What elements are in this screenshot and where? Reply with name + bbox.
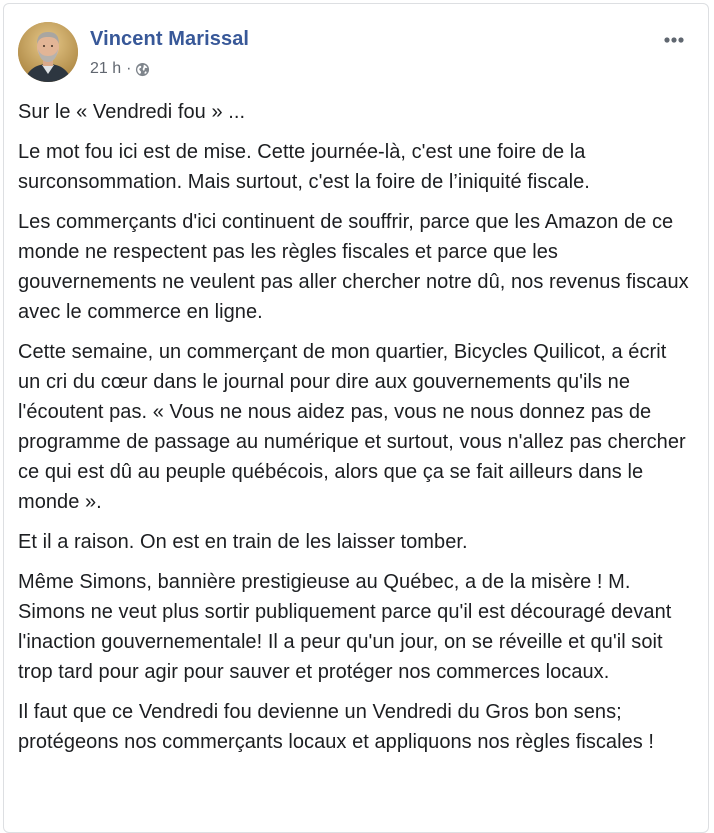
post-paragraph: Cette semaine, un commerçant de mon quartier, Bicycles Quilicot, a écrit un cri du cœur dans le journal pour dire aux gouvernements qu'ils ne l'écoutent pas. « Vous ne nous aidez pas, vous ne nous donnez pas de programme de passage au numérique et surtout, vous n'allez pas chercher ce qui est dû au peuple québécois, alors que ça se fait ailleurs dans le monde ». <box>18 341 686 513</box>
avatar[interactable] <box>18 22 78 82</box>
meta-separator: · <box>126 60 132 77</box>
globe-icon[interactable] <box>135 62 150 77</box>
post-card <box>3 3 709 833</box>
more-options-icon <box>658 30 690 50</box>
more-options-button[interactable] <box>658 30 690 50</box>
post-paragraph: Le mot fou ici est de mise. Cette journée-là, c'est une foire de la surconsommation. Mais surtout, c'est la foire de l’iniquité fiscale. <box>18 141 590 193</box>
post-header <box>18 22 698 86</box>
post-paragraph: Les commerçants d'ici continuent de souffrir, parce que les Amazon de ce monde ne respectent pas les règles fiscales et parce que les gouvernements ne veulent pas aller chercher notre dû, nos revenus fiscaux avec le commerce en ligne. <box>18 211 689 323</box>
post-paragraph: Même Simons, bannière prestigieuse au Québec, a de la misère ! M. Simons ne veut plus sortir publiquement parce qu'il est découragé devant l'inaction gouvernementale! Il a peur qu'un jour, on se réveille et qu'il soit trop tard pour agir pour sauver et protéger nos commerces locaux. <box>18 571 672 683</box>
post-paragraph: Il faut que ce Vendredi fou devienne un Vendredi du Gros bon sens; protégeons nos commerçants locaux et appliquons nos règles fiscales ! <box>18 701 655 753</box>
post-meta <box>90 60 150 78</box>
post-body <box>18 97 690 767</box>
avatar-image <box>18 22 78 82</box>
post-paragraph: Sur le « Vendredi fou » ... <box>18 101 246 123</box>
post-timestamp[interactable]: 21 h <box>90 60 122 77</box>
post-paragraph: Et il a raison. On est en train de les laisser tomber. <box>18 531 468 553</box>
author-name-link[interactable]: Vincent Marissal <box>90 28 250 50</box>
